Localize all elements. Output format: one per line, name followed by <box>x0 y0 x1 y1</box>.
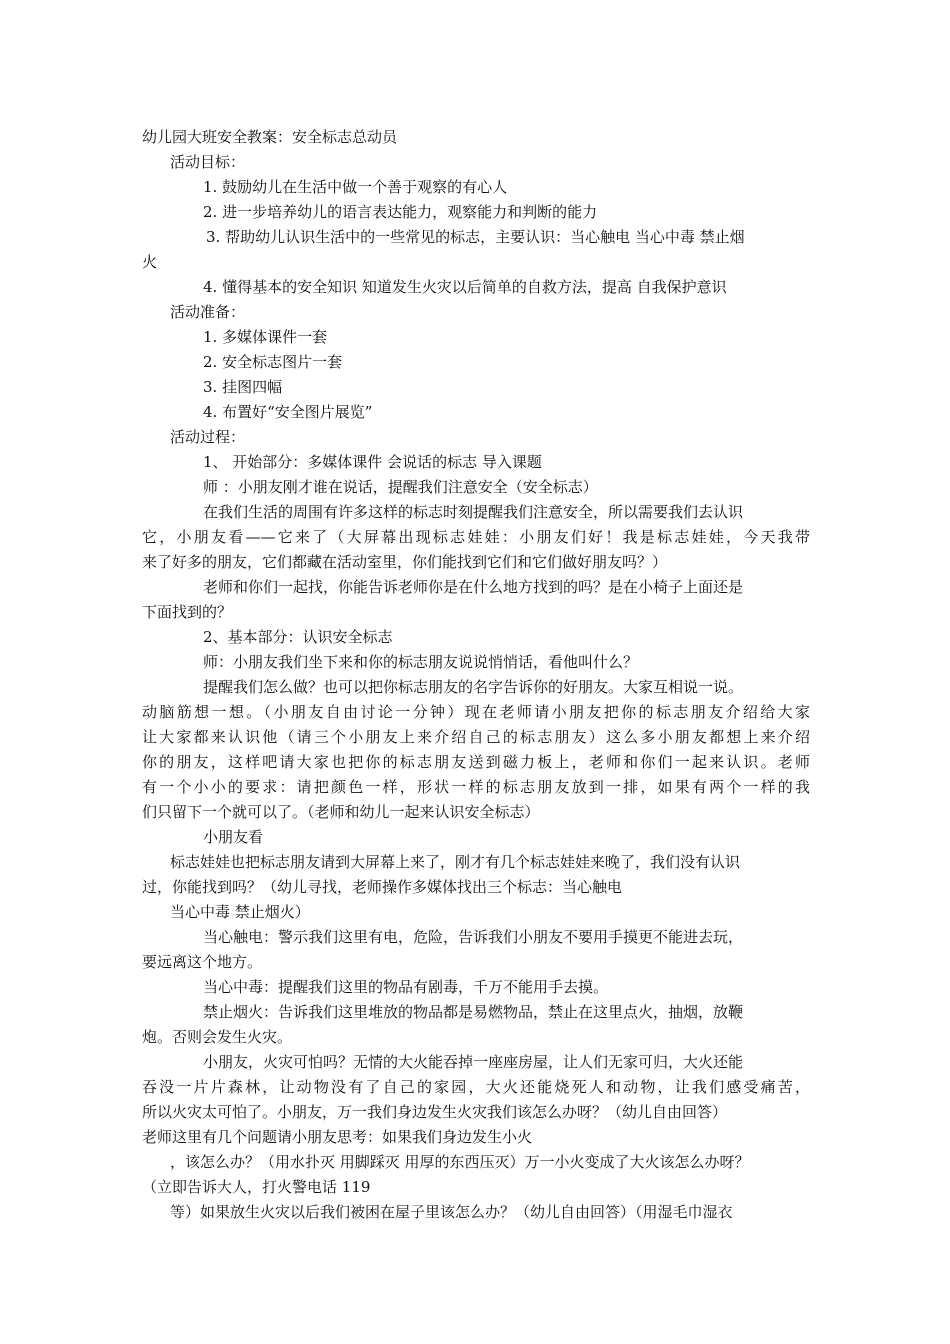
text-line: （立即告诉大人，打火警电话 119 <box>142 1178 371 1196</box>
text-line: 让大家都来认识他（请三个小朋友上来介绍自己的标志朋友）这么多小朋友都想上来介绍 <box>142 728 810 746</box>
text-line: 下面找到的？ <box>142 603 233 621</box>
text-line: 1. 鼓励幼儿在生活中做一个善于观察的有心人 <box>203 178 508 196</box>
text-line: 2. 进一步培养幼儿的语言表达能力，观察能力和判断的能力 <box>203 203 598 221</box>
text-line: 4. 懂得基本的安全知识 知道发生火灾以后简单的自救方法，提高 自我保护意识 <box>203 278 727 296</box>
text-line: 它，小朋友看——它来了（大屏幕出现标志娃娃：小朋友们好！我是标志娃娃，今天我带 <box>142 528 810 546</box>
document-title: 幼儿园大班安全教案：安全标志总动员 <box>142 128 398 146</box>
section-heading-goals: 活动目标： <box>170 153 246 171</box>
text-line: 来了好多的朋友，它们都藏在活动室里，你们能找到它们和它们做好朋友吗？） <box>142 553 668 571</box>
text-line: 小朋友看 <box>203 828 264 846</box>
text-line: 小朋友，火灾可怕吗？无情的大火能吞掉一座座房屋，让人们无家可归，大火还能 <box>203 1053 744 1071</box>
text-line: 1、 开始部分：多媒体课件 会说话的标志 导入课题 <box>203 453 542 471</box>
text-line: 炮。否则会发生火灾。 <box>142 1028 293 1046</box>
text-line: 2. 安全标志图片一套 <box>203 353 343 371</box>
text-line: 2、基本部分：认识安全标志 <box>203 628 393 646</box>
text-line: 在我们生活的周围有许多这样的标志时刻提醒我们注意安全，所以需要我们去认识 <box>203 503 744 521</box>
text-line: 标志娃娃也把标志朋友请到大屏幕上来了，刚才有几个标志娃娃来晚了，我们没有认识 <box>170 853 741 871</box>
text-line: ，该怎么办？（用水扑灭 用脚踩灭 用厚的东西压灭）万一小火变成了大火该怎么办呀？ <box>170 1153 750 1171</box>
text-line: 火 <box>142 253 158 271</box>
text-line: 吞没一片片森林，让动物没有了自己的家园，大火还能烧死人和动物，让我们感受痛苦， <box>142 1078 810 1096</box>
text-line: 老师和你们一起找，你能告诉老师你是在什么地方找到的吗？是在小椅子上面还是 <box>203 578 744 596</box>
text-line: 禁止烟火：告诉我们这里堆放的物品都是易燃物品，禁止在这里点火，抽烟，放鞭 <box>203 1003 744 1021</box>
text-line: 过，你能找到吗？（幼儿寻找，老师操作多媒体找出三个标志：当心触电 <box>142 878 623 896</box>
text-line: 师 ：小朋友刚才谁在说话，提醒我们注意安全（安全标志） <box>203 478 598 496</box>
text-line: 1. 多媒体课件一套 <box>203 328 328 346</box>
section-heading-process: 活动过程： <box>170 428 246 446</box>
text-line: 你的朋友，这样吧请大家也把你的标志朋友送到磁力板上，老师和你们一起来认识。老师 <box>142 753 810 771</box>
text-line: 3. 帮助幼儿认识生活中的一些常见的标志，主要认识：当心触电 当心中毒 禁止烟 <box>206 228 745 246</box>
text-line: 当心中毒：提醒我们这里的物品有剧毒，千万不能用手去摸。 <box>203 978 609 996</box>
text-line: 等）如果放生火灾以后我们被困在屋子里该怎么办？（幼儿自由回答）（用湿毛巾湿衣 <box>170 1203 733 1221</box>
text-line: 要远离这个地方。 <box>142 953 263 971</box>
text-line: 有一个小小的要求：请把颜色一样，形状一样的标志朋友放到一排，如果有两个一样的我 <box>142 778 810 796</box>
text-line: 4. 布置好“安全图片展览” <box>203 403 373 421</box>
text-line: 们只留下一个就可以了。（老师和幼儿一起来认识安全标志） <box>142 803 540 821</box>
text-line: 3. 挂图四幅 <box>203 378 283 396</box>
text-line: 提醒我们怎么做？也可以把你标志朋友的名字告诉你的好朋友。大家互相说一说。 <box>203 678 744 696</box>
text-line: 动脑筋想一想。（小朋友自由讨论一分钟）现在老师请小朋友把你的标志朋友介绍给大家 <box>142 703 810 721</box>
text-line: 老师这里有几个问题请小朋友思考：如果我们身边发生小火 <box>142 1128 533 1146</box>
section-heading-prep: 活动准备： <box>170 303 246 321</box>
text-line: 当心触电：警示我们这里有电，危险，告诉我们小朋友不要用手摸更不能进去玩， <box>203 928 744 946</box>
text-line: 当心中毒 禁止烟火） <box>170 903 310 921</box>
text-line: 所以火灾太可怕了。小朋友，万一我们身边发生火灾我们该怎么办呀？（幼儿自由回答） <box>142 1103 728 1121</box>
text-line: 师：小朋友我们坐下来和你的标志朋友说说悄悄话，看他叫什么？ <box>203 653 639 671</box>
